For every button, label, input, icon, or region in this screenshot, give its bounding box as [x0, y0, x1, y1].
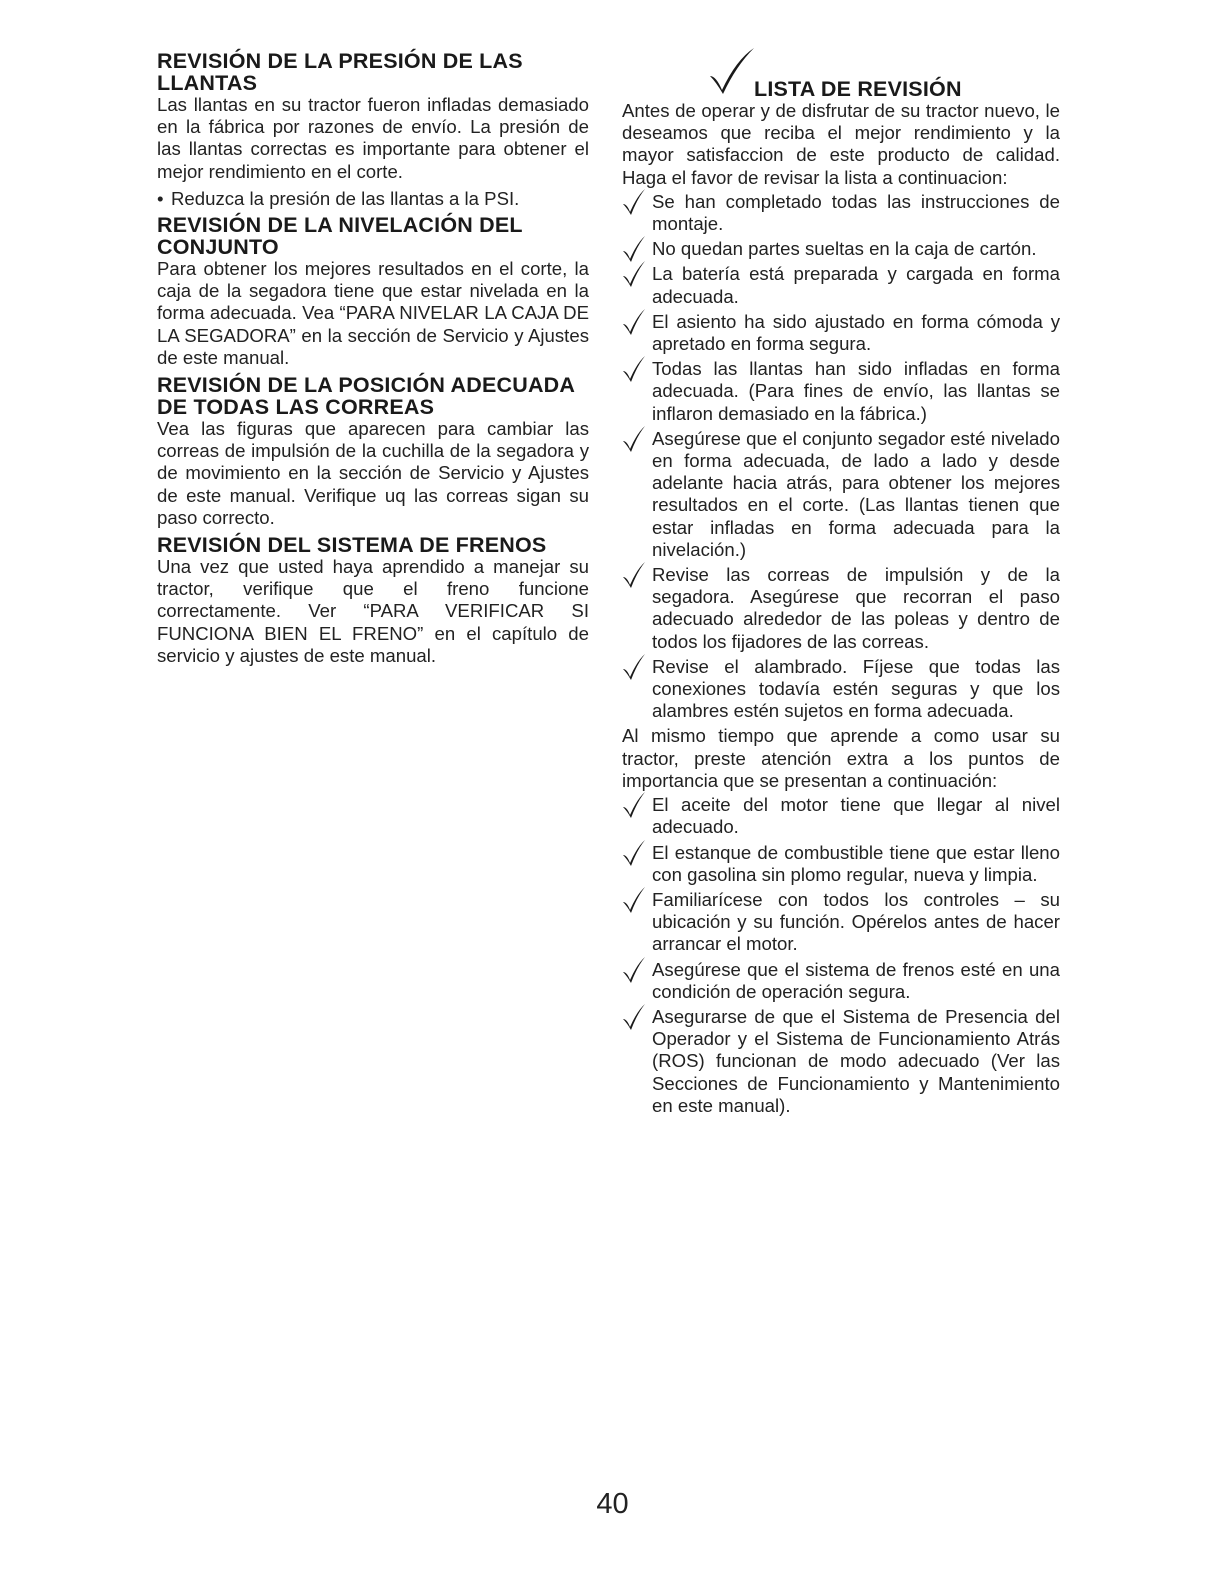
checkmark-icon [622, 1006, 652, 1117]
bullet-dot: • [157, 187, 164, 209]
checkmark-icon [622, 889, 652, 956]
checklist-item-text: El estanque de combustible tiene que estar lleno con gasolina sin plomo regular, nueva y limpia. [652, 841, 1060, 885]
checklist-intro: Antes de operar y de disfrutar de su tractor nuevo, le deseamos que reciba el mejor rendimiento y la mayor satisfaccion de este producto de calidad. Haga el favor de revisar la lista a continuacion: [622, 100, 1060, 188]
checklist-item-text: Revise el alambrado. Fíjese que todas las conexiones todavía estén seguras y que los alambres estén sujetos en forma adecuada. [652, 655, 1060, 722]
checkmark-icon [622, 656, 652, 723]
checklist-item-text: Asegurarse de que el Sistema de Presencia del Operador y el Sistema de Funcionamiento Atrás (ROS) funcionan de modo adecuado (Ver las Secciones de Funcionamiento y Mantenimiento en este manual). [652, 1005, 1060, 1116]
right-column [622, 50, 1060, 1120]
checkmark-icon [706, 46, 756, 96]
deck-level-text: Para obtener los mejores resultados en el corte, la caja de la segadora tiene que estar nivelada en la forma adecuada. Vea “PARA NIVELAR LA CAJA DE LA SEGADORA” en la sección de Servicio y Ajustes de este manual. [157, 258, 589, 368]
checklist-item [622, 889, 1060, 956]
checkmark-icon [622, 959, 652, 1003]
checkmark-icon [622, 238, 652, 260]
checkmark-icon [622, 428, 652, 561]
section-heading-belts: REVISIÓN DE LA POSICIÓN ADECUADA DE TODAS LAS CORREAS [157, 373, 575, 420]
belts-text: Vea las figuras que aparecen para cambiar las correas de impulsión de la cuchilla de la segadora y de movimiento en la sección de Servicio y Ajustes de este manual. Verifique uq las correas sigan su paso correcto. [157, 418, 589, 528]
section-heading-tire-pressure: REVISIÓN DE LA PRESIÓN DE LAS LLANTAS [157, 49, 523, 95]
checklist-item [622, 238, 1060, 260]
section-heading-brakes: REVISIÓN DEL SISTEMA DE FRENOS [157, 533, 547, 558]
checklist-item [622, 1006, 1060, 1117]
checkmark-icon [622, 842, 652, 886]
checklist-item [622, 311, 1060, 355]
checklist-heading: LISTA DE REVISIÓN [754, 77, 962, 101]
checklist-item-text: El aceite del motor tiene que llegar al nivel adecuado. [652, 794, 1060, 838]
tire-pressure-text: Las llantas en su tractor fueron infladas demasiado en la fábrica por razones de envío. La presión de las llantas correctas es importante para obtener el mejor rendimiento en el corte. [157, 94, 589, 182]
checklist-item-text: Asegúrese que el conjunto segador esté nivelado en forma adecuada, de lado a lado y desde adelante hacia atrás, para obtener los mejores resultados en el corte. (Las llantas tienen que estar infladas en forma adecuada para la nivelación.) [652, 427, 1060, 560]
checklist-title [622, 50, 1060, 100]
checkmark-icon [622, 311, 652, 355]
brakes-text: Una vez que usted haya aprendido a manejar su tractor, verifique que el freno funcione correctamente. Ver “PARA VERIFICAR SI FUNCIONA BIEN EL FRENO” en el capítulo de servicio y ajustes de este manual. [157, 556, 589, 666]
checklist-item [622, 794, 1060, 838]
checklist-item [622, 564, 1060, 653]
checklist-item [622, 263, 1060, 307]
checklist-item-text: No quedan partes sueltas en la caja de cartón. [652, 238, 1037, 260]
tire-pressure-bullet-text: Reduzca la presión de las llantas a la PSI. [171, 187, 520, 209]
checklist-item-text: Familiarícese con todos los controles – su ubicación y su función. Opérelos antes de hacer arrancar el motor. [652, 888, 1060, 955]
checklist-item [622, 358, 1060, 425]
checklist-item [622, 959, 1060, 1003]
checklist-a [622, 191, 1060, 723]
checklist-item-text: El asiento ha sido ajustado en forma cómoda y apretado en forma segura. [652, 310, 1060, 355]
checklist-item [622, 842, 1060, 886]
section-heading-deck-level: REVISIÓN DE LA NIVELACIÓN DEL CONJUNTO [157, 213, 523, 260]
checklist-middle-text: Al mismo tiempo que aprende a como usar su tractor, preste atención extra a los puntos de importancia que se presentan a continuación: [622, 725, 1060, 791]
checklist-b [622, 794, 1060, 1117]
checklist-item-text: Revise las correas de impulsión y de la segadora. Asegúrese que recorran el paso adecuado alrededor de las poleas y dentro de todos los fijadores de las correas. [652, 564, 1060, 652]
checklist-item [622, 428, 1060, 561]
checklist-item [622, 656, 1060, 723]
checklist-item-text: Asegúrese que el sistema de frenos esté en una condición de operación segura. [652, 958, 1060, 1002]
checklist-item [622, 191, 1060, 235]
checkmark-icon [622, 794, 652, 838]
checkmark-icon [622, 358, 652, 425]
checkmark-icon [622, 564, 652, 653]
left-column [157, 50, 589, 672]
tire-pressure-bullet [157, 188, 589, 210]
checkmark-icon [622, 263, 652, 307]
checklist-item-text: La batería está preparada y cargada en forma adecuada. [652, 263, 1060, 307]
checkmark-icon [622, 191, 652, 235]
checklist-item-text: Se han completado todas las instrucciones de montaje. [652, 190, 1060, 235]
page-number: 40 [596, 1488, 629, 1520]
checklist-item-text: Todas las llantas han sido infladas en forma adecuada. (Para fines de envío, las llantas se inflaron demasiado en la fábrica.) [652, 358, 1060, 424]
